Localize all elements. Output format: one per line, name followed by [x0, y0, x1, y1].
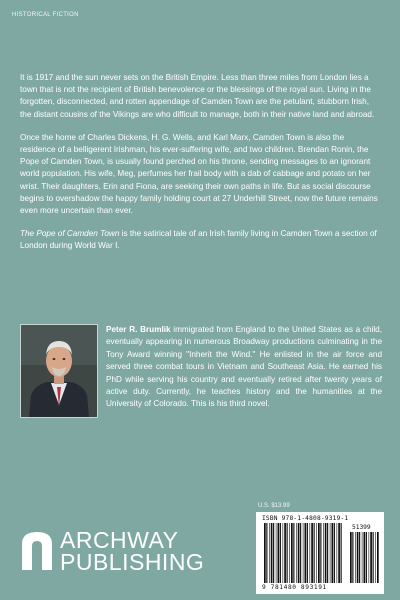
author-name: Peter R. Brumlik — [106, 325, 171, 334]
blurb-summary — [20, 228, 380, 252]
isbn-barcode — [256, 512, 384, 594]
blurb — [20, 72, 380, 264]
barcode-bars — [256, 512, 384, 594]
publisher-name-line2: PUBLISHING — [60, 549, 205, 575]
author-section — [20, 324, 382, 416]
publisher-name-line1: ARCHWAY — [60, 527, 179, 553]
isbn-text: ISBN 978-1-4808-9319-1 — [262, 515, 349, 522]
summary-text: is the satirical tale of an Irish family living in Camden Town a section of London during World War I. — [20, 229, 377, 251]
publisher-logo-block — [20, 528, 220, 574]
barcode-digits: 9 781480 893191 — [262, 584, 327, 591]
addon-number: 51399 — [352, 524, 371, 531]
book-title: The Pope of Camden Town — [20, 229, 120, 239]
blurb-paragraph-2: Once the home of Charles Dickens, H. G. Wells, and Karl Marx, Camden Town is also the residence of a belligerent Irishman, his ever-suffering wife, and two children. Brendan Ronin, the Pope of Camden Town, is usually found perched on his throne, sending messages to an ignorant world population. His wife, Meg, perfumes her frail body with a dab of cabbage and potato on her wrist. Their daughters, Erin and Fiona, are seeking their own paths in life. But as social discourse begins to overshadow the happy family holding court at 27 Underhill Street, now the future remains even more uncertain than ever. — [20, 132, 378, 216]
author-portrait-image — [21, 325, 97, 417]
price-label: U.S. $13.99 — [258, 503, 290, 509]
author-photo — [20, 324, 98, 418]
author-bio-text: immigrated from England to the United States as a child, eventually appearing in numerous Broadway productions culminating in the Tony Award winning "Inherit the Wind." He enlisted in the air force and served three combat tours in Vietnam and Southeast Asia. He earned his PhD while serving his country and eventually retired after twenty years of active duty. Currently, he teaches history and the humanities at the University of Colorado. This is his third novel. — [106, 325, 382, 409]
archway-logo-icon — [20, 530, 54, 570]
blurb-paragraph-1: It is 1917 and the sun never sets on the British Empire. Less than three miles from London lies a town that is not the recipient of British benevolence or the blessings of the royal sun. Living in the forgotten, disconnected, and rotten appendage of Camden Town are the petulant, stubborn Irish, the distant cousins of the Vikings are who difficult to manage, both in their native land and abroad. — [20, 73, 375, 119]
genre-label: HISTORICAL FICTION — [12, 12, 79, 18]
author-bio — [106, 324, 382, 411]
